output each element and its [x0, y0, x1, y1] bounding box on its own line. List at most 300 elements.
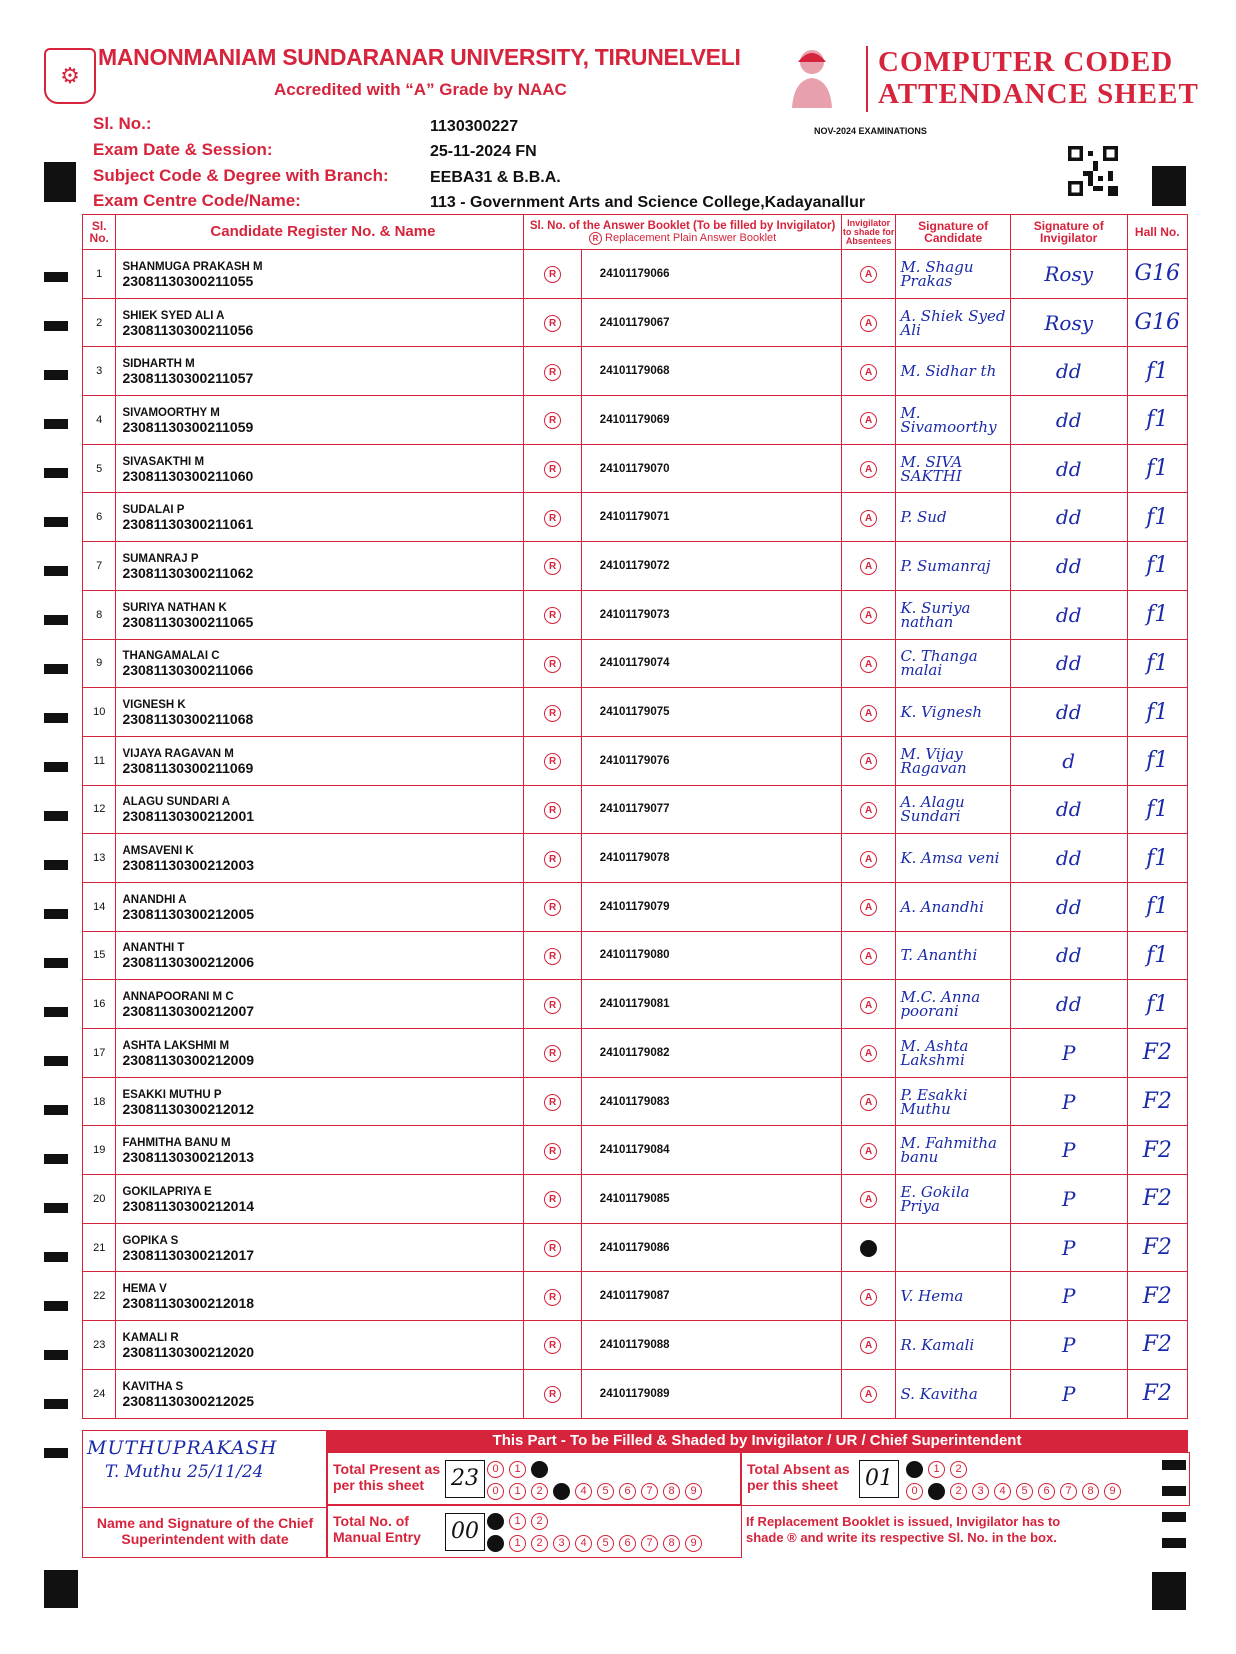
hall-cell	[1127, 834, 1188, 883]
replacement-cell	[524, 444, 581, 493]
total-present-box	[326, 1452, 742, 1506]
table-row	[83, 882, 1188, 931]
table-row	[83, 542, 1188, 591]
replacement-bubble[interactable]: R	[544, 558, 561, 575]
hall-number: f1	[1146, 748, 1169, 774]
sl-no-value: 1130300227	[430, 118, 519, 135]
absent-bubble[interactable]: A	[860, 851, 877, 868]
candidate-signature-cell	[896, 298, 1010, 347]
absent-bubble[interactable]: A	[860, 899, 877, 916]
timing-mark	[44, 321, 68, 331]
absent-bubble[interactable]: A	[860, 753, 877, 770]
replacement-cell	[524, 1272, 581, 1321]
replacement-cell	[524, 688, 581, 737]
table-row	[83, 834, 1188, 883]
replacement-bubble[interactable]: R	[544, 1337, 561, 1354]
register-number: 23081130300212005	[122, 905, 255, 922]
invigilator-signature: P	[1061, 1186, 1076, 1211]
candidate-name: VIJAYA RAGAVAN M	[122, 747, 234, 760]
candidate-signature: M. Sivamoorthy	[900, 403, 997, 436]
row-number: 12	[83, 785, 116, 834]
replacement-cell	[524, 1321, 581, 1370]
candidate-name: KAMALI R	[122, 1331, 179, 1344]
candidate-signature-cell	[896, 1223, 1010, 1272]
replacement-bubble[interactable]: R	[544, 899, 561, 916]
replacement-bubble[interactable]: R	[544, 851, 561, 868]
candidate-signature-cell	[896, 347, 1010, 396]
register-number: 23081130300212014	[122, 1197, 255, 1214]
manual-entry-label: Total No. of Manual Entry	[333, 1513, 421, 1545]
replacement-bubble[interactable]: R	[544, 607, 561, 624]
booklet-number: 24101179083	[581, 1077, 841, 1126]
candidate-name: GOKILAPRIYA E	[122, 1185, 212, 1198]
absent-bubble[interactable]: A	[860, 1143, 877, 1160]
register-number: 23081130300211062	[122, 564, 254, 581]
register-number: 23081130300212025	[122, 1392, 255, 1409]
register-number: 23081130300212012	[122, 1100, 255, 1117]
replacement-bubble[interactable]: R	[544, 1143, 561, 1160]
replacement-bubble[interactable]: R	[544, 1289, 561, 1306]
col-slno: Sl. No.	[83, 215, 116, 250]
replacement-bubble[interactable]: R	[544, 412, 561, 429]
candidate-name: ASHTA LAKSHMI M	[122, 1039, 230, 1052]
absent-cell	[841, 785, 896, 834]
absent-bubble[interactable]: A	[860, 656, 877, 673]
timing-mark	[44, 468, 68, 478]
subject-label: Subject Code & Degree with Branch:	[93, 166, 389, 185]
booklet-number: 24101179082	[581, 1029, 841, 1078]
table-row	[83, 785, 1188, 834]
table-row	[83, 298, 1188, 347]
register-number: 23081130300212001	[122, 808, 255, 825]
hall-number: f1	[1146, 504, 1169, 530]
hall-cell	[1127, 542, 1188, 591]
hall-cell	[1127, 1272, 1188, 1321]
candidate-signature-cell	[896, 444, 1010, 493]
total-present-label: Total Present as per this sheet	[333, 1461, 441, 1493]
absent-cell	[841, 1175, 896, 1224]
absent-bubble[interactable]: A	[860, 607, 877, 624]
row-number: 6	[83, 493, 116, 542]
invigilator-signature-cell	[1010, 980, 1127, 1029]
timing-mark	[44, 958, 68, 968]
replacement-cell	[524, 1175, 581, 1224]
absent-bubble[interactable]: A	[860, 997, 877, 1014]
absent-cell	[841, 688, 896, 737]
booklet-number: 24101179085	[581, 1175, 841, 1224]
candidate-cell	[116, 1175, 524, 1224]
candidate-name: THANGAMALAI C	[122, 650, 220, 663]
candidate-name: SHIEK SYED ALI A	[122, 309, 225, 322]
row-number: 9	[83, 639, 116, 688]
booklet-number: 24101179081	[581, 980, 841, 1029]
replacement-r-icon: R	[589, 232, 602, 245]
register-number: 23081130300211065	[122, 613, 254, 630]
absent-bubble[interactable]: A	[860, 1386, 877, 1403]
chief-name: MUTHUPRAKASH	[87, 1437, 278, 1459]
invigilator-signature-cell	[1010, 1272, 1127, 1321]
booklet-number: 24101179074	[581, 639, 841, 688]
accreditation: Accredited with “A” Grade by NAAC	[274, 80, 567, 99]
timing-mark	[44, 566, 68, 576]
hall-cell	[1127, 250, 1188, 299]
candidate-signature: M. Sidhar th	[900, 362, 997, 381]
invigilator-signature-cell	[1010, 250, 1127, 299]
hall-cell	[1127, 931, 1188, 980]
timing-mark	[44, 1350, 68, 1360]
register-number: 23081130300212003	[122, 857, 255, 874]
hall-cell	[1127, 298, 1188, 347]
hall-cell	[1127, 347, 1188, 396]
hall-number: f1	[1146, 553, 1169, 579]
replacement-bubble[interactable]: R	[544, 461, 561, 478]
candidate-cell	[116, 1272, 524, 1321]
absent-bubble[interactable]: A	[860, 1337, 877, 1354]
replacement-bubble[interactable]: R	[544, 1094, 561, 1111]
candidate-cell	[116, 882, 524, 931]
hall-cell	[1127, 882, 1188, 931]
candidate-name: HEMA V	[122, 1283, 167, 1296]
candidate-cell	[116, 250, 524, 299]
subject-value: EEBA31 & B.B.A.	[430, 169, 561, 186]
absent-bubble[interactable]: A	[860, 1094, 877, 1111]
invigilator-signature-cell	[1010, 1369, 1127, 1418]
title-divider	[866, 46, 868, 112]
replacement-bubble[interactable]: R	[544, 948, 561, 965]
candidate-signature: A. Shiek Syed Ali	[900, 306, 1006, 339]
university-name: MANONMANIAM SUNDARANAR UNIVERSITY, TIRUNELVELI	[98, 44, 741, 70]
candidate-signature: A. Anandhi	[900, 897, 984, 916]
hall-number: f1	[1146, 894, 1169, 920]
replacement-bubble[interactable]: R	[544, 315, 561, 332]
absent-cell	[841, 1126, 896, 1175]
timing-mark	[1162, 1538, 1186, 1548]
col-hall: Hall No.	[1127, 215, 1188, 250]
candidate-signature-cell	[896, 639, 1010, 688]
candidate-signature: V. Hema	[900, 1287, 964, 1306]
timing-mark	[44, 615, 68, 625]
replacement-cell	[524, 1077, 581, 1126]
absent-cell	[841, 347, 896, 396]
timing-mark	[44, 860, 68, 870]
absent-cell	[841, 736, 896, 785]
booklet-number: 24101179067	[581, 298, 841, 347]
candidate-cell	[116, 396, 524, 445]
candidate-signature: T. Ananthi	[900, 946, 978, 965]
footer-bar: This Part - To be Filled & Shaded by Invigilator / UR / Chief Superintendent	[326, 1430, 1188, 1452]
invigilator-signature-cell	[1010, 834, 1127, 883]
invigilator-signature: dd	[1055, 456, 1082, 481]
timing-mark	[44, 272, 68, 282]
centre-label: Exam Centre Code/Name:	[93, 191, 301, 210]
examinations-label: NOV-2024 EXAMINATIONS	[814, 126, 927, 136]
total-absent-label: Total Absent as per this sheet	[747, 1461, 850, 1493]
replacement-bubble[interactable]: R	[544, 1191, 561, 1208]
absent-cell	[841, 980, 896, 1029]
candidate-signature: S. Kavitha	[900, 1384, 978, 1403]
col-absent: Invigilator to shade for Absentees	[841, 215, 896, 250]
timing-mark	[44, 419, 68, 429]
absent-cell	[841, 298, 896, 347]
absent-cell	[841, 590, 896, 639]
row-number: 18	[83, 1077, 116, 1126]
absent-bubble[interactable]: A	[860, 802, 877, 819]
absent-bubble[interactable]: A	[860, 1191, 877, 1208]
table-row	[83, 250, 1188, 299]
absent-cell	[841, 639, 896, 688]
invigilator-signature-cell	[1010, 444, 1127, 493]
registration-mark	[1152, 166, 1186, 206]
col-sig-candidate: Signature of Candidate	[896, 215, 1010, 250]
replacement-cell	[524, 396, 581, 445]
candidate-signature: M. Vijay Ragavan	[900, 744, 967, 777]
candidate-signature: R. Kamali	[900, 1335, 975, 1354]
candidate-cell	[116, 1077, 524, 1126]
invigilator-signature: dd	[1055, 602, 1082, 627]
absent-cell	[841, 250, 896, 299]
hall-cell	[1127, 785, 1188, 834]
absent-bubble[interactable]: A	[860, 1045, 877, 1062]
candidate-name: SIVAMOORTHY M	[122, 406, 220, 419]
booklet-number: 24101179073	[581, 590, 841, 639]
invigilator-signature-cell	[1010, 639, 1127, 688]
table-row	[83, 1223, 1188, 1272]
candidate-signature-cell	[896, 1029, 1010, 1078]
qr-code-icon	[1068, 146, 1118, 196]
candidate-signature: P. Esakki Muthu	[900, 1085, 968, 1118]
table-row	[83, 1272, 1188, 1321]
register-number: 23081130300211056	[122, 321, 254, 338]
table-row	[83, 639, 1188, 688]
hall-number: F2	[1142, 1283, 1172, 1309]
replacement-bubble[interactable]: R	[544, 266, 561, 283]
invigilator-signature: dd	[1055, 359, 1082, 384]
absent-bubble[interactable]: A	[860, 412, 877, 429]
row-number: 5	[83, 444, 116, 493]
absent-cell	[841, 1321, 896, 1370]
hall-cell	[1127, 1321, 1188, 1370]
booklet-number: 24101179071	[581, 493, 841, 542]
replacement-cell	[524, 590, 581, 639]
candidate-signature-cell	[896, 542, 1010, 591]
row-number: 20	[83, 1175, 116, 1224]
candidate-name: GOPIKA S	[122, 1234, 179, 1247]
invigilator-signature-cell	[1010, 736, 1127, 785]
candidate-name: ANANDHI A	[122, 893, 187, 906]
table-row	[83, 1369, 1188, 1418]
candidate-name: KAVITHA S	[122, 1380, 184, 1393]
manual-entry-box	[326, 1504, 742, 1558]
candidate-cell	[116, 1369, 524, 1418]
chief-signature: T. Muthu 25/11/24	[105, 1462, 264, 1482]
hall-cell	[1127, 1369, 1188, 1418]
candidate-name: SURIYA NATHAN K	[122, 601, 227, 614]
register-number: 23081130300212017	[122, 1246, 255, 1263]
invigilator-signature: dd	[1055, 797, 1082, 822]
candidate-name: SUDALAI P	[122, 504, 185, 517]
replacement-bubble[interactable]: R	[544, 705, 561, 722]
candidate-cell	[116, 347, 524, 396]
invigilator-signature: P	[1061, 1138, 1076, 1163]
invigilator-signature: dd	[1055, 553, 1082, 578]
hall-cell	[1127, 1029, 1188, 1078]
candidate-cell	[116, 1029, 524, 1078]
timing-mark	[44, 909, 68, 919]
replacement-cell	[524, 1369, 581, 1418]
row-number: 4	[83, 396, 116, 445]
absent-bubble[interactable]: A	[860, 510, 877, 527]
candidate-signature: K. Suriya nathan	[900, 598, 971, 631]
booklet-number: 24101179069	[581, 396, 841, 445]
hall-number: f1	[1146, 796, 1169, 822]
replacement-bubble[interactable]: R	[544, 1045, 561, 1062]
invigilator-signature: d	[1062, 748, 1076, 773]
candidate-name: SIDHARTH M	[122, 358, 195, 371]
invigilator-signature-cell	[1010, 542, 1127, 591]
table-row	[83, 980, 1188, 1029]
booklet-number: 24101179087	[581, 1272, 841, 1321]
timing-mark	[44, 762, 68, 772]
invigilator-signature: dd	[1055, 505, 1082, 530]
invigilator-signature: P	[1061, 1040, 1076, 1065]
candidate-cell	[116, 688, 524, 737]
hall-number: F2	[1142, 1089, 1172, 1115]
replacement-bubble[interactable]: R	[544, 997, 561, 1014]
hall-number: F2	[1142, 1381, 1172, 1407]
candidate-cell	[116, 980, 524, 1029]
absent-bubble[interactable]: A	[860, 558, 877, 575]
replacement-bubble[interactable]: R	[544, 656, 561, 673]
absent-bubble[interactable]: A	[860, 364, 877, 381]
invigilator-signature-cell	[1010, 1175, 1127, 1224]
candidate-signature: M. Shagu Prakas	[900, 257, 974, 290]
replacement-bubble[interactable]: R	[544, 1240, 561, 1257]
hall-number: f1	[1146, 358, 1169, 384]
col-candidate: Candidate Register No. & Name	[116, 215, 524, 250]
candidate-name: SIVASAKTHI M	[122, 455, 205, 468]
register-number: 23081130300211066	[122, 662, 254, 679]
booklet-number: 24101179088	[581, 1321, 841, 1370]
timing-mark	[44, 1448, 68, 1458]
invigilator-signature: dd	[1055, 407, 1082, 432]
invigilator-signature-cell	[1010, 1077, 1127, 1126]
row-number: 11	[83, 736, 116, 785]
register-number: 23081130300211057	[122, 370, 254, 387]
candidate-name: VIGNESH K	[122, 699, 186, 712]
candidate-name: ALAGU SUNDARI A	[122, 796, 230, 809]
absent-bubble[interactable]: A	[860, 315, 877, 332]
hall-cell	[1127, 1126, 1188, 1175]
table-row	[83, 444, 1188, 493]
replacement-bubble[interactable]: R	[544, 1386, 561, 1403]
invigilator-signature: P	[1061, 1235, 1076, 1260]
candidate-name: ANNAPOORANI M C	[122, 991, 234, 1004]
hall-number: F2	[1142, 1137, 1172, 1163]
replacement-cell	[524, 980, 581, 1029]
candidate-signature-cell	[896, 980, 1010, 1029]
hall-number: F2	[1142, 1040, 1172, 1066]
register-number: 23081130300212018	[122, 1295, 255, 1312]
absent-cell	[841, 444, 896, 493]
candidate-cell	[116, 931, 524, 980]
absent-bubble[interactable]: A	[860, 705, 877, 722]
register-number: 23081130300211059	[122, 418, 254, 435]
hall-number: G16	[1134, 261, 1181, 287]
invigilator-signature: Rosy	[1044, 261, 1094, 286]
candidate-cell	[116, 1321, 524, 1370]
replacement-bubble[interactable]: R	[544, 364, 561, 381]
replacement-bubble[interactable]: R	[544, 802, 561, 819]
absent-bubble[interactable]: A	[860, 948, 877, 965]
hall-number: f1	[1146, 602, 1169, 628]
candidate-cell	[116, 1223, 524, 1272]
replacement-cell	[524, 493, 581, 542]
hall-number: f1	[1146, 699, 1169, 725]
candidate-signature-cell	[896, 250, 1010, 299]
hall-cell	[1127, 1223, 1188, 1272]
candidate-cell	[116, 590, 524, 639]
absent-bubble[interactable]: A	[860, 461, 877, 478]
absent-cell	[841, 834, 896, 883]
absent-cell	[841, 882, 896, 931]
replacement-bubble[interactable]: R	[544, 510, 561, 527]
candidate-name: SHANMUGA PRAKASH M	[122, 260, 263, 273]
candidate-signature-cell	[896, 834, 1010, 883]
candidate-name: FAHMITHA BANU M	[122, 1137, 231, 1150]
table-row	[83, 493, 1188, 542]
booklet-number: 24101179075	[581, 688, 841, 737]
col-sig-invigilator: Signature of Invigilator	[1010, 215, 1127, 250]
hall-number: F2	[1142, 1186, 1172, 1212]
candidate-signature-cell	[896, 1369, 1010, 1418]
candidate-signature-cell	[896, 785, 1010, 834]
registration-mark	[1152, 1572, 1186, 1610]
candidate-signature-cell	[896, 590, 1010, 639]
absent-bubble[interactable]: A	[860, 1240, 877, 1257]
absent-bubble[interactable]: A	[860, 1289, 877, 1306]
replacement-bubble[interactable]: R	[544, 753, 561, 770]
candidate-name: SUMANRAJ P	[122, 552, 199, 565]
invigilator-signature: dd	[1055, 894, 1082, 919]
invigilator-signature-cell	[1010, 882, 1127, 931]
replacement-cell	[524, 298, 581, 347]
booklet-number: 24101179089	[581, 1369, 841, 1418]
timing-mark	[44, 1105, 68, 1115]
absent-bubble[interactable]: A	[860, 266, 877, 283]
timing-mark	[44, 664, 68, 674]
row-number: 21	[83, 1223, 116, 1272]
hall-cell	[1127, 736, 1188, 785]
candidate-signature-cell	[896, 493, 1010, 542]
row-number: 23	[83, 1321, 116, 1370]
invigilator-signature: P	[1061, 1332, 1076, 1357]
candidate-signature-cell	[896, 1126, 1010, 1175]
sl-no-label: Sl. No.:	[93, 114, 152, 133]
booklet-number: 24101179066	[581, 250, 841, 299]
booklet-number: 24101179072	[581, 542, 841, 591]
candidate-signature-cell	[896, 688, 1010, 737]
total-absent-value: 01	[859, 1460, 899, 1498]
table-row	[83, 931, 1188, 980]
register-number: 23081130300212006	[122, 954, 255, 971]
replacement-cell	[524, 785, 581, 834]
candidate-signature: M.C. Anna poorani	[900, 988, 981, 1021]
booklet-number: 24101179076	[581, 736, 841, 785]
row-number: 2	[83, 298, 116, 347]
invigilator-signature: dd	[1055, 700, 1082, 725]
row-number: 16	[83, 980, 116, 1029]
replacement-cell	[524, 1223, 581, 1272]
